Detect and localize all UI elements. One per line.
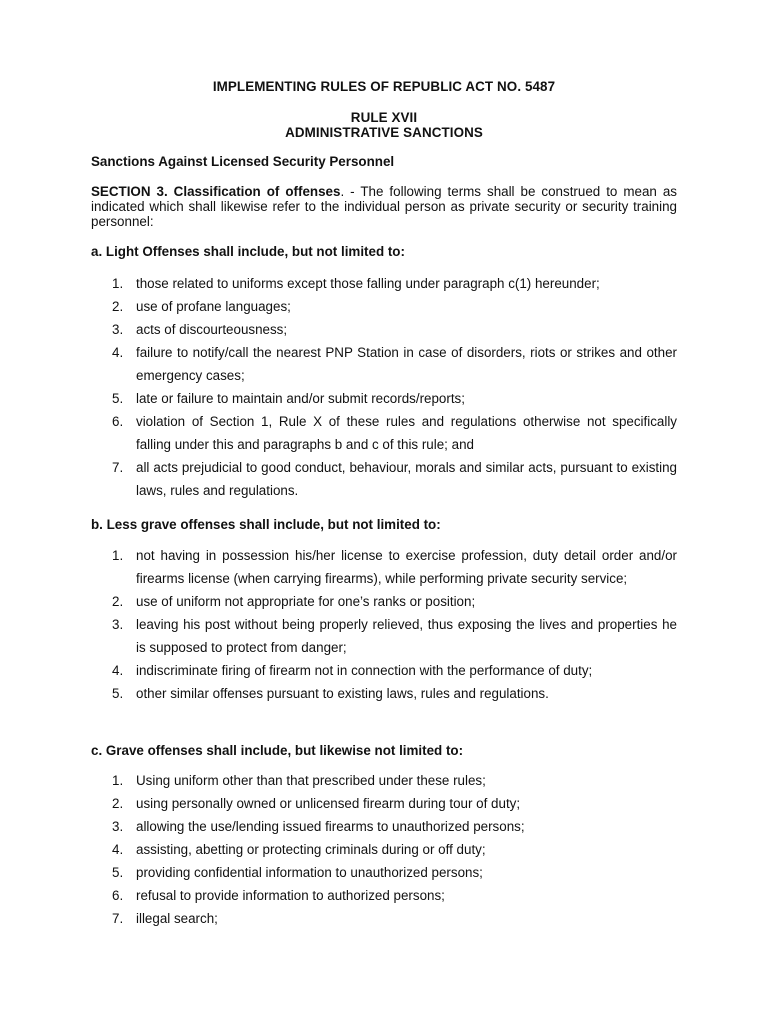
item-number: 3.: [112, 617, 124, 632]
less-grave-offenses-heading: b. Less grave offenses shall include, but not limited to:: [91, 517, 441, 532]
list-item: [112, 792, 677, 815]
section-text: . - The following terms shall be construed to mean as indicated which shall likewise refer to the individual person as private security or security training personnel:: [91, 184, 678, 229]
item-text: using personally owned or unlicensed firearm during tour of duty;: [136, 796, 521, 811]
grave-offenses-list: [112, 769, 677, 930]
list-item: [112, 295, 677, 318]
item-number: 2.: [112, 796, 124, 811]
item-number: 1.: [112, 276, 124, 291]
list-item: [112, 272, 677, 295]
grave-offenses-heading: c. Grave offenses shall include, but likewise not limited to:: [91, 743, 464, 758]
item-number: 4.: [112, 345, 124, 360]
item-text: not having in possession his/her license to exercise profession, duty detail order and/or firearms license (when carrying firearms), while performing private security service;: [136, 548, 677, 586]
item-text: indiscriminate firing of firearm not in connection with the performance of duty;: [136, 663, 593, 678]
item-number: 6.: [112, 888, 124, 903]
item-number: 4.: [112, 842, 124, 857]
item-text: refusal to provide information to authorized persons;: [136, 888, 445, 903]
item-text: allowing the use/lending issued firearms to unauthorized persons;: [136, 819, 525, 834]
item-number: 6.: [112, 414, 124, 429]
item-text: providing confidential information to unauthorized persons;: [136, 865, 483, 880]
item-text: use of profane languages;: [136, 299, 291, 314]
item-number: 5.: [112, 391, 124, 406]
list-item: [112, 815, 677, 838]
item-text: acts of discourteousness;: [136, 322, 288, 337]
item-number: 3.: [112, 322, 124, 337]
list-item: [112, 387, 677, 410]
list-item: [112, 590, 677, 613]
list-item: [112, 838, 677, 861]
rule-title: ADMINISTRATIVE SANCTIONS: [285, 125, 483, 140]
item-text: those related to uniforms except those falling under paragraph c(1) hereunder;: [136, 276, 600, 291]
document-title: IMPLEMENTING RULES OF REPUBLIC ACT NO. 5487: [212, 79, 556, 94]
item-text: use of uniform not appropriate for one’s ranks or position;: [136, 594, 476, 609]
list-item: [112, 341, 677, 387]
list-item: [112, 456, 677, 502]
item-text: illegal search;: [136, 911, 218, 926]
list-item: [112, 884, 677, 907]
item-number: 2.: [112, 594, 124, 609]
less-grave-offenses-list: [112, 544, 677, 705]
list-item: [112, 410, 677, 456]
item-number: 1.: [112, 548, 124, 563]
section-label: SECTION 3. Classification of offenses: [91, 184, 341, 199]
list-item: [112, 544, 677, 590]
item-text: assisting, abetting or protecting criminals during or off duty;: [136, 842, 486, 857]
item-number: 5.: [112, 686, 124, 701]
item-number: 3.: [112, 819, 124, 834]
list-item: [112, 659, 677, 682]
item-text: late or failure to maintain and/or submit records/reports;: [136, 391, 465, 406]
item-text: violation of Section 1, Rule X of these rules and regulations otherwise not specifically falling under this and paragraphs b and c of this rule; and: [136, 414, 677, 452]
sanctions-heading: Sanctions Against Licensed Security Personnel: [91, 154, 395, 169]
light-offenses-heading: a. Light Offenses shall include, but not limited to:: [91, 244, 405, 259]
item-number: 1.: [112, 773, 124, 788]
item-number: 7.: [112, 911, 124, 926]
rule-number: RULE XVII: [350, 110, 418, 125]
list-item: [112, 613, 677, 659]
section-3-paragraph: [91, 184, 677, 229]
light-offenses-list: [112, 272, 677, 502]
item-number: 5.: [112, 865, 124, 880]
item-number: 2.: [112, 299, 124, 314]
item-text: all acts prejudicial to good conduct, behaviour, morals and similar acts, pursuant to existing laws, rules and regulations.: [136, 460, 677, 498]
list-item: [112, 861, 677, 884]
list-item: [112, 907, 677, 930]
item-text: other similar offenses pursuant to existing laws, rules and regulations.: [136, 686, 549, 701]
item-text: failure to notify/call the nearest PNP Station in case of disorders, riots or strikes and other emergency cases;: [136, 345, 677, 383]
item-number: 7.: [112, 460, 124, 475]
item-text: leaving his post without being properly relieved, thus exposing the lives and properties he is supposed to protect from danger;: [136, 617, 677, 655]
list-item: [112, 318, 677, 341]
list-item: [112, 769, 677, 792]
item-number: 4.: [112, 663, 124, 678]
item-text: Using uniform other than that prescribed under these rules;: [136, 773, 486, 788]
list-item: [112, 682, 677, 705]
